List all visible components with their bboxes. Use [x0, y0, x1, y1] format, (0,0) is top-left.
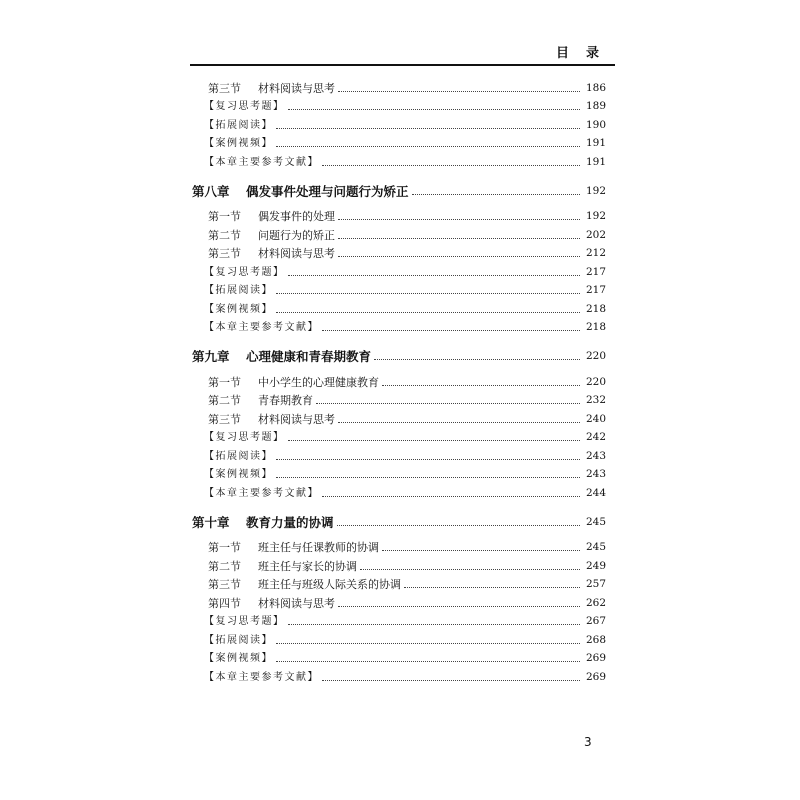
toc-entry-title: 【案例视频】: [204, 138, 273, 149]
toc-entry-page: 249: [585, 559, 606, 572]
dot-leader: [288, 439, 581, 441]
toc-entry-number: 第八章: [192, 183, 230, 199]
toc-chapter-entry: [192, 507, 606, 529]
toc-entry-number: 第二节: [208, 228, 241, 242]
toc-sub-entry: [192, 665, 606, 684]
dot-leader: [322, 495, 580, 497]
toc-section-entry: [192, 205, 606, 224]
toc-section-entry: [192, 554, 606, 573]
toc-section-entry: [192, 76, 606, 95]
dot-leader: [338, 237, 580, 239]
running-header-title: 目 录: [556, 46, 602, 61]
toc-sub-entry: [192, 113, 606, 132]
toc-sub-entry: [192, 647, 606, 666]
toc-entry-title: 问题行为的矫正: [258, 228, 335, 242]
toc-sub-entry: [192, 260, 606, 279]
toc-chapter-entry: [192, 341, 606, 363]
toc-entry-title: 【拓展阅读】: [204, 119, 273, 131]
dot-leader: [382, 384, 580, 386]
toc-entry-title: 偶发事件的处理: [258, 210, 335, 223]
toc-entry-number: 第一节: [208, 375, 241, 389]
toc-entry-title: 材料阅读与思考: [258, 596, 335, 610]
toc-entry-page: 192: [585, 210, 606, 222]
toc-section-entry: [192, 591, 606, 610]
dot-leader: [338, 421, 580, 423]
toc-entry-page: 186: [585, 81, 606, 94]
toc-entry-number: 第四节: [208, 596, 241, 610]
toc-entry-page: 217: [585, 284, 606, 296]
dot-leader: [288, 108, 581, 110]
toc-entry-title: 【拓展阅读】: [204, 285, 273, 296]
dot-leader: [374, 358, 580, 360]
toc-entry-page: 217: [585, 265, 606, 278]
toc-entry-title: 【案例视频】: [204, 469, 273, 480]
toc-entry-title: 教育力量的协调: [246, 514, 334, 530]
toc-section-entry: [192, 389, 606, 408]
toc-sub-entry: [192, 426, 606, 445]
toc-entry-page: 242: [585, 431, 606, 443]
dot-leader: [276, 127, 580, 129]
toc-entry-page: 269: [585, 652, 606, 664]
toc-section-entry: [192, 407, 606, 426]
toc-entry-title: 【拓展阅读】: [204, 634, 273, 646]
toc-entry-title: 中小学生的心理健康教育: [258, 375, 379, 389]
toc-entry-page: 220: [585, 350, 606, 362]
toc-entry-page: 191: [585, 137, 606, 149]
toc-entry-page: 190: [585, 118, 606, 131]
toc-entry-page: 232: [585, 394, 606, 406]
dot-leader: [276, 458, 580, 460]
dot-leader: [276, 476, 580, 478]
dot-leader: [338, 255, 580, 257]
toc-sub-entry: [192, 297, 606, 316]
dot-leader: [276, 660, 580, 662]
dot-leader: [404, 586, 580, 588]
toc-entry-title: 【本章主要参考文献】: [204, 671, 319, 683]
dot-leader: [322, 329, 580, 331]
toc-entry-page: 218: [585, 302, 606, 315]
toc-entry-page: 218: [585, 321, 606, 333]
toc-sub-entry: [192, 481, 606, 500]
toc-entry-title: 材料阅读与思考: [258, 247, 335, 260]
toc-entry-page: 240: [585, 412, 606, 425]
toc-sub-entry: [192, 463, 606, 482]
toc-entry-page: 244: [585, 486, 606, 499]
toc-section-entry: [192, 536, 606, 555]
toc-entry-title: 班主任与任课教师的协调: [258, 541, 379, 554]
toc-entry-title: 青春期教育: [258, 394, 313, 407]
dot-leader: [276, 642, 580, 644]
dot-leader: [360, 568, 580, 570]
toc-section-entry: [192, 223, 606, 242]
toc-section-entry: [192, 242, 606, 261]
toc-entry-page: 192: [585, 184, 606, 197]
toc-entry-page: 245: [585, 515, 606, 528]
dot-leader: [322, 164, 580, 166]
toc-sub-entry: [192, 316, 606, 335]
toc-entry-page: 202: [585, 228, 606, 241]
page-number: 3: [584, 735, 592, 749]
toc-entry-title: 【本章主要参考文献】: [204, 156, 319, 168]
toc-entry-title: 心理健康和青春期教育: [246, 349, 372, 364]
toc-entry-title: 【本章主要参考文献】: [204, 487, 319, 499]
toc-entry-number: 第一节: [208, 210, 241, 223]
toc-sub-entry: [192, 150, 606, 169]
toc-entry-title: 【复习思考题】: [204, 616, 285, 627]
toc-sub-entry: [192, 95, 606, 114]
toc-entry-number: 第三节: [208, 81, 241, 95]
toc-entry-title: 【本章主要参考文献】: [204, 322, 319, 333]
toc-sub-entry: [192, 444, 606, 463]
dot-leader: [276, 145, 580, 147]
toc-entry-title: 【案例视频】: [204, 303, 273, 315]
dot-leader: [276, 292, 580, 294]
dot-leader: [412, 193, 580, 195]
table-of-contents: [192, 76, 606, 684]
toc-entry-number: 第一节: [208, 541, 241, 554]
toc-entry-title: 【复习思考题】: [204, 101, 285, 112]
toc-entry-title: 材料阅读与思考: [258, 412, 335, 426]
dot-leader: [288, 274, 581, 276]
header-rule: [190, 64, 615, 66]
dot-leader: [288, 623, 581, 625]
toc-chapter-entry: [192, 176, 606, 198]
toc-sub-entry: [192, 610, 606, 629]
toc-entry-title: 【拓展阅读】: [204, 450, 273, 462]
toc-entry-title: 偶发事件处理与问题行为矫正: [246, 183, 409, 199]
toc-sub-entry: [192, 628, 606, 647]
toc-entry-number: 第二节: [208, 394, 241, 407]
toc-entry-title: 【复习思考题】: [204, 432, 285, 443]
dot-leader: [276, 311, 580, 313]
toc-entry-page: 268: [585, 633, 606, 646]
toc-entry-title: 材料阅读与思考: [258, 81, 335, 95]
dot-leader: [322, 679, 580, 681]
toc-entry-page: 191: [585, 155, 606, 168]
toc-entry-page: 269: [585, 670, 606, 683]
dot-leader: [337, 524, 580, 526]
toc-entry-page: 189: [585, 100, 606, 112]
dot-leader: [382, 549, 580, 551]
toc-sub-entry: [192, 279, 606, 298]
toc-entry-page: 245: [585, 541, 606, 553]
toc-entry-page: 243: [585, 449, 606, 462]
dot-leader: [316, 402, 580, 404]
toc-entry-number: 第三节: [208, 412, 241, 426]
toc-entry-page: 243: [585, 468, 606, 480]
dot-leader: [338, 90, 580, 92]
toc-entry-title: 【复习思考题】: [204, 266, 285, 278]
toc-entry-title: 班主任与班级人际关系的协调: [258, 578, 401, 591]
toc-sub-entry: [192, 132, 606, 151]
toc-entry-number: 第十章: [192, 514, 230, 530]
toc-entry-page: 220: [585, 375, 606, 388]
toc-entry-title: 【案例视频】: [204, 653, 273, 664]
toc-entry-number: 第二节: [208, 559, 241, 573]
toc-entry-page: 212: [585, 247, 606, 259]
dot-leader: [338, 218, 580, 220]
toc-entry-title: 班主任与家长的协调: [258, 559, 357, 573]
toc-entry-number: 第三节: [208, 247, 241, 260]
toc-section-entry: [192, 573, 606, 592]
dot-leader: [338, 605, 580, 607]
toc-entry-page: 267: [585, 615, 606, 627]
toc-entry-page: 257: [585, 578, 606, 590]
toc-entry-number: 第三节: [208, 578, 241, 591]
toc-section-entry: [192, 370, 606, 389]
toc-entry-number: 第九章: [192, 349, 230, 364]
toc-entry-page: 262: [585, 596, 606, 609]
